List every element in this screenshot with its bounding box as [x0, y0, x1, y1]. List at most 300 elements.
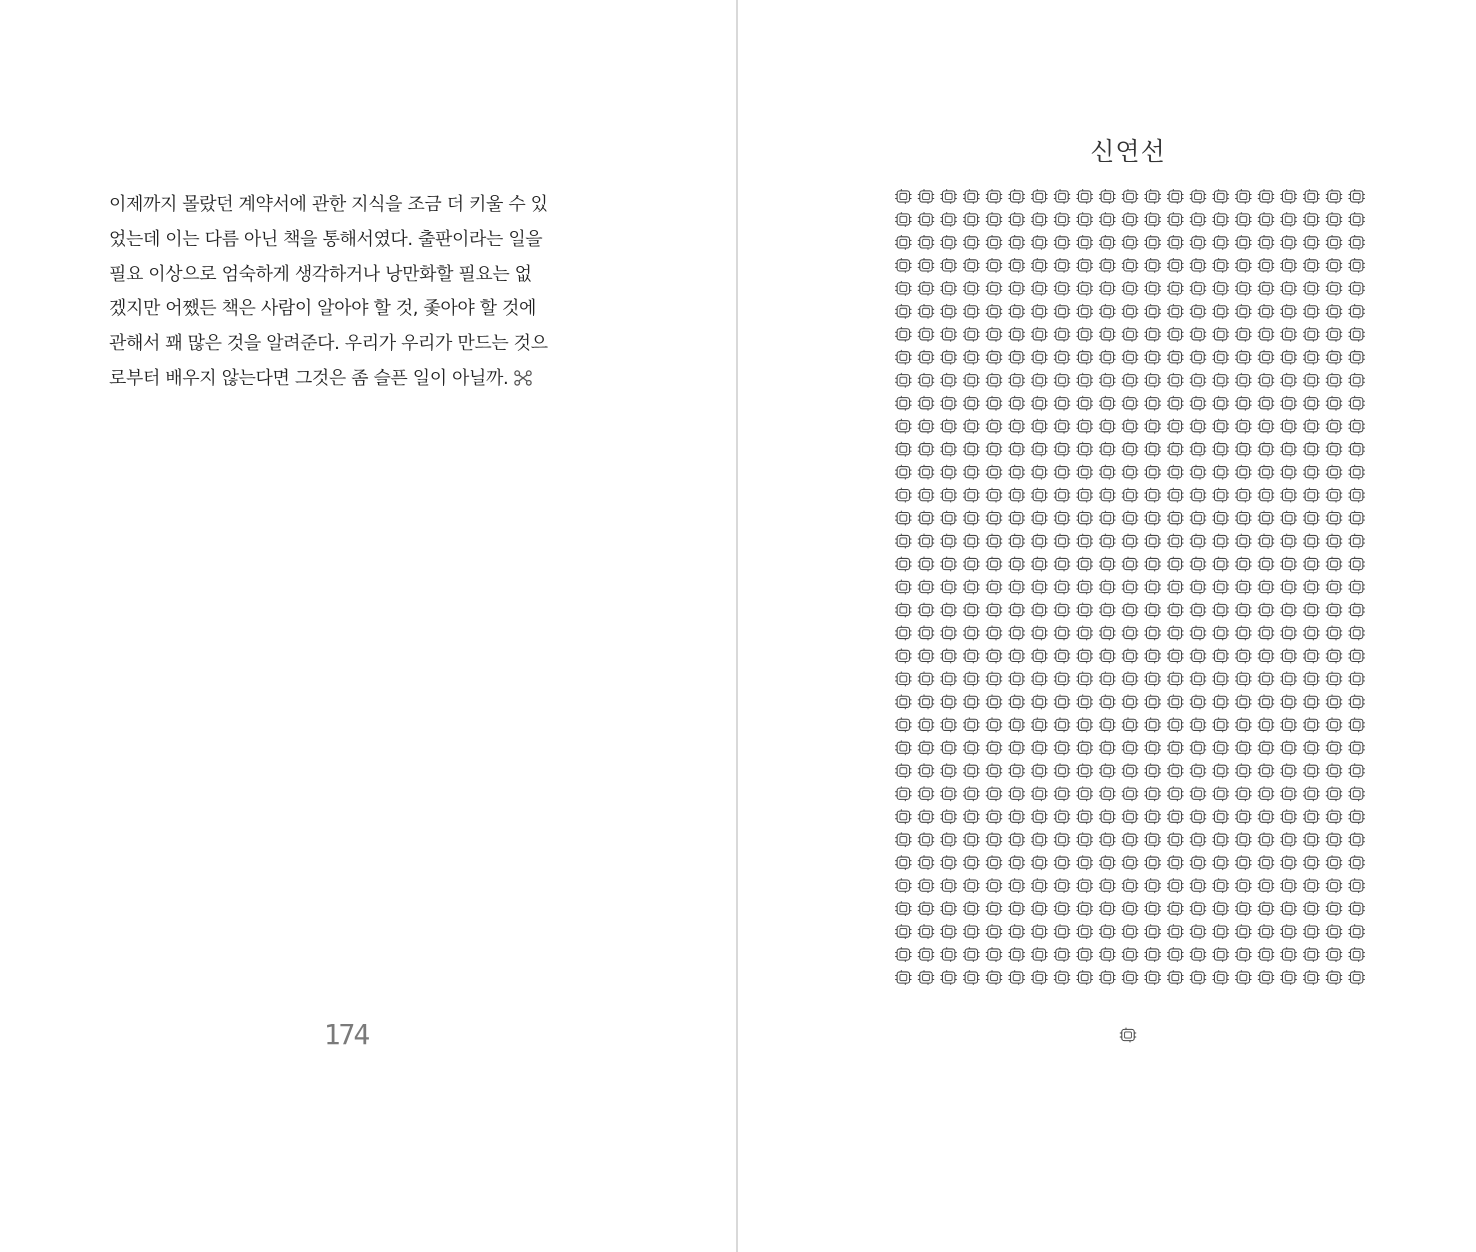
pattern-motif [1031, 580, 1047, 595]
pattern-motif [1008, 557, 1024, 572]
pattern-motif [986, 740, 1002, 755]
pattern-motif [1280, 901, 1296, 916]
pattern-motif [1303, 947, 1319, 962]
pattern-motif [1076, 947, 1092, 962]
pattern-motif [1348, 924, 1364, 939]
pattern-motif [963, 855, 979, 870]
pattern-motif [1348, 212, 1364, 227]
pattern-motif [918, 281, 934, 296]
pattern-motif [1008, 786, 1024, 801]
pattern-motif [1235, 901, 1251, 916]
pattern-motif [1235, 580, 1251, 595]
pattern-motif [1144, 350, 1160, 365]
pattern-motif [1326, 465, 1342, 480]
pattern-motif [1099, 970, 1115, 985]
pattern-motif [1258, 717, 1274, 732]
pattern-motif [895, 281, 911, 296]
pattern-motif [1122, 809, 1138, 824]
pattern-motif [1076, 924, 1092, 939]
pattern-motif [1212, 717, 1228, 732]
pattern-motif [1212, 235, 1228, 250]
pattern-motif [1235, 557, 1251, 572]
pattern-motif [1348, 235, 1364, 250]
pattern-motif [1122, 557, 1138, 572]
pattern-motif [1122, 465, 1138, 480]
pattern-motif [963, 580, 979, 595]
pattern-motif [1008, 878, 1024, 893]
pattern-motif [1235, 419, 1251, 434]
pattern-motif [918, 626, 934, 641]
pattern-motif [1348, 947, 1364, 962]
pattern-motif [1303, 442, 1319, 457]
pattern-motif [1144, 396, 1160, 411]
pattern-motif [1326, 924, 1342, 939]
pattern-motif [1167, 649, 1183, 664]
pattern-motif [1008, 212, 1024, 227]
pattern-motif [918, 832, 934, 847]
pattern-motif [1122, 304, 1138, 319]
pattern-motif [1326, 717, 1342, 732]
pattern-motif [895, 901, 911, 916]
pattern-motif [1031, 212, 1047, 227]
pattern-motif [1099, 212, 1115, 227]
pattern-motif [1280, 947, 1296, 962]
pattern-motif [1235, 924, 1251, 939]
pattern-motif [1190, 580, 1206, 595]
pattern-motif [1054, 832, 1070, 847]
pattern-motif [1212, 901, 1228, 916]
pattern-motif [986, 419, 1002, 434]
pattern-motif [895, 557, 911, 572]
pattern-motif [1190, 235, 1206, 250]
pattern-motif [1348, 557, 1364, 572]
pattern-motif [940, 809, 956, 824]
pattern-motif [1099, 832, 1115, 847]
pattern-motif [1303, 212, 1319, 227]
pattern-motif [1054, 671, 1070, 686]
pattern-motif [1144, 327, 1160, 342]
pattern-motif [1190, 419, 1206, 434]
pattern-motif [1348, 373, 1364, 388]
pattern-motif [1190, 671, 1206, 686]
pattern-motif [1303, 717, 1319, 732]
pattern-motif [1212, 488, 1228, 503]
pattern-motif [1348, 832, 1364, 847]
pattern-motif [895, 694, 911, 709]
pattern-motif [1076, 419, 1092, 434]
pattern-motif [1258, 258, 1274, 273]
pattern-motif [940, 649, 956, 664]
pattern-motif [1212, 373, 1228, 388]
pattern-motif [1303, 373, 1319, 388]
pattern-motif [963, 970, 979, 985]
pattern-motif [895, 189, 911, 204]
pattern-motif [1122, 832, 1138, 847]
pattern-motif [1258, 603, 1274, 618]
pattern-motif [1258, 212, 1274, 227]
pattern-motif [1167, 557, 1183, 572]
pattern-motif [963, 878, 979, 893]
pattern-motif [963, 901, 979, 916]
pattern-motif [1008, 924, 1024, 939]
pattern-motif [1303, 258, 1319, 273]
pattern-motif [1167, 786, 1183, 801]
pattern-motif [1348, 258, 1364, 273]
pattern-motif [1099, 281, 1115, 296]
pattern-motif [1122, 717, 1138, 732]
pattern-motif [940, 465, 956, 480]
pattern-motif [1303, 419, 1319, 434]
pattern-motif [1326, 304, 1342, 319]
pattern-motif [986, 924, 1002, 939]
pattern-motif [1190, 396, 1206, 411]
pattern-motif [1280, 832, 1296, 847]
pattern-motif [1054, 327, 1070, 342]
pattern-motif [1031, 740, 1047, 755]
pattern-motif [986, 763, 1002, 778]
pattern-motif [1348, 350, 1364, 365]
pattern-motif [918, 947, 934, 962]
pattern-motif [940, 832, 956, 847]
pattern-motif [986, 373, 1002, 388]
pattern-motif [1303, 327, 1319, 342]
pattern-motif [895, 258, 911, 273]
pattern-motif [1008, 855, 1024, 870]
pattern-motif [1212, 603, 1228, 618]
pattern-motif [1303, 924, 1319, 939]
pattern-motif [1076, 671, 1092, 686]
pattern-motif [1008, 511, 1024, 526]
pattern-motif [895, 947, 911, 962]
pattern-motif [940, 511, 956, 526]
pattern-motif [918, 557, 934, 572]
pattern-motif [1008, 740, 1024, 755]
pattern-motif [1122, 786, 1138, 801]
pattern-motif [1031, 396, 1047, 411]
pattern-motif [986, 396, 1002, 411]
pattern-motif [1144, 901, 1160, 916]
pattern-motif [940, 671, 956, 686]
pattern-motif [1303, 763, 1319, 778]
pattern-motif [940, 970, 956, 985]
pattern-motif [1326, 327, 1342, 342]
pattern-motif [940, 350, 956, 365]
pattern-motif [1212, 258, 1228, 273]
pattern-motif [940, 235, 956, 250]
pattern-motif [1212, 189, 1228, 204]
pattern-motif [963, 924, 979, 939]
pattern-motif [963, 304, 979, 319]
pattern-motif [1099, 717, 1115, 732]
pattern-motif [1054, 694, 1070, 709]
pattern-motif [1235, 694, 1251, 709]
pattern-motif [1212, 740, 1228, 755]
pattern-motif [1326, 419, 1342, 434]
pattern-motif [1326, 488, 1342, 503]
pattern-motif [1348, 901, 1364, 916]
pattern-motif [1099, 419, 1115, 434]
pattern-motif [1167, 442, 1183, 457]
pattern-motif [1190, 511, 1206, 526]
pattern-motif [1008, 419, 1024, 434]
pattern-motif [1099, 649, 1115, 664]
pattern-motif [1054, 396, 1070, 411]
pattern-motif [1144, 694, 1160, 709]
pattern-motif [1326, 396, 1342, 411]
pattern-motif [895, 534, 911, 549]
pattern-motif [1280, 212, 1296, 227]
pattern-motif [1303, 786, 1319, 801]
pattern-motif [1144, 947, 1160, 962]
pattern-motif [1031, 947, 1047, 962]
pattern-motif [1235, 235, 1251, 250]
pattern-motif [1326, 947, 1342, 962]
pattern-motif [1008, 649, 1024, 664]
pattern-motif [1167, 809, 1183, 824]
pattern-motif [1054, 603, 1070, 618]
pattern-motif [1031, 327, 1047, 342]
page-number: 174 [323, 1018, 369, 1051]
pattern-motif [1190, 947, 1206, 962]
pattern-motif [1122, 878, 1138, 893]
pattern-motif [1008, 373, 1024, 388]
pattern-motif [918, 740, 934, 755]
pattern-motif [1076, 603, 1092, 618]
pattern-motif [918, 419, 934, 434]
pattern-motif [1190, 878, 1206, 893]
pattern-motif [1212, 649, 1228, 664]
pattern-motif [1303, 740, 1319, 755]
pattern-motif [1099, 924, 1115, 939]
pattern-motif [1235, 189, 1251, 204]
pattern-motif [1054, 878, 1070, 893]
pattern-motif [1258, 878, 1274, 893]
pattern-motif [940, 442, 956, 457]
pattern-motif [1122, 763, 1138, 778]
pattern-motif [1348, 534, 1364, 549]
pattern-motif [1190, 970, 1206, 985]
pattern-motif [1348, 970, 1364, 985]
pattern-motif [1348, 786, 1364, 801]
pattern-motif [1190, 258, 1206, 273]
pattern-motif [1122, 970, 1138, 985]
pattern-motif [1008, 603, 1024, 618]
pattern-motif [1054, 465, 1070, 480]
pattern-motif [1326, 580, 1342, 595]
pattern-motif [895, 465, 911, 480]
pattern-motif [1122, 511, 1138, 526]
pattern-motif [1280, 717, 1296, 732]
pattern-motif [986, 327, 1002, 342]
pattern-motif [963, 327, 979, 342]
pattern-motif [1076, 235, 1092, 250]
pattern-motif [1076, 281, 1092, 296]
pattern-motif [1303, 304, 1319, 319]
pattern-motif [1167, 304, 1183, 319]
pattern-motif [1235, 671, 1251, 686]
pattern-motif [1076, 396, 1092, 411]
right-page [738, 0, 1476, 1252]
body-line: 겠지만 어쨌든 책은 사람이 알아야 할 것, 좇아야 할 것에 [109, 298, 536, 320]
pattern-motif [1122, 442, 1138, 457]
pattern-motif [1144, 855, 1160, 870]
pattern-motif [1144, 626, 1160, 641]
pattern-motif [1076, 258, 1092, 273]
pattern-motif [1008, 488, 1024, 503]
pattern-motif [1303, 809, 1319, 824]
pattern-motif [1348, 671, 1364, 686]
rounded-square-glyph-icon [1118, 1025, 1138, 1045]
pattern-motif [1054, 924, 1070, 939]
pattern-motif [940, 786, 956, 801]
pattern-motif [1326, 832, 1342, 847]
pattern-motif [1054, 235, 1070, 250]
pattern-motif [1076, 649, 1092, 664]
pattern-motif [1008, 832, 1024, 847]
pattern-motif [940, 373, 956, 388]
pattern-motif [1326, 763, 1342, 778]
pattern-motif [986, 258, 1002, 273]
pattern-motif [1212, 396, 1228, 411]
pattern-motif [1144, 511, 1160, 526]
pattern-motif [1235, 786, 1251, 801]
pattern-motif [895, 419, 911, 434]
pattern-motif [1190, 534, 1206, 549]
pattern-motif [1258, 626, 1274, 641]
pattern-motif [1212, 947, 1228, 962]
pattern-motif [918, 649, 934, 664]
pattern-motif [1235, 212, 1251, 227]
pattern-motif [918, 878, 934, 893]
pattern-motif [1348, 396, 1364, 411]
pattern-motif [1212, 327, 1228, 342]
pattern-motif [1326, 350, 1342, 365]
pattern-motif [1212, 511, 1228, 526]
pattern-motif [1235, 350, 1251, 365]
pattern-motif [895, 649, 911, 664]
pattern-motif [1031, 534, 1047, 549]
pattern-motif [963, 465, 979, 480]
pattern-motif [1235, 878, 1251, 893]
pattern-motif [1258, 763, 1274, 778]
pattern-motif [986, 970, 1002, 985]
pattern-motif [1212, 419, 1228, 434]
body-line: 로부터 배우지 않는다면 그것은 좀 슬픈 일이 아닐까. [109, 367, 509, 389]
pattern-motif [1190, 717, 1206, 732]
pattern-motif [1076, 694, 1092, 709]
pattern-motif [1008, 901, 1024, 916]
pattern-motif [1235, 327, 1251, 342]
pattern-motif [963, 488, 979, 503]
pattern-motif [940, 855, 956, 870]
pattern-motif [1326, 603, 1342, 618]
pattern-motif [895, 763, 911, 778]
pattern-motif [1303, 855, 1319, 870]
pattern-motif [1326, 901, 1342, 916]
pattern-motif [1303, 694, 1319, 709]
pattern-motif [1348, 189, 1364, 204]
pattern-motif [1303, 534, 1319, 549]
pattern-motif [1031, 442, 1047, 457]
pattern-motif [1258, 281, 1274, 296]
pattern-motif [1144, 281, 1160, 296]
pattern-motif [940, 947, 956, 962]
pattern-motif [1099, 511, 1115, 526]
pattern-motif [895, 740, 911, 755]
pattern-motif [1122, 740, 1138, 755]
pattern-motif [1144, 419, 1160, 434]
pattern-motif [1031, 488, 1047, 503]
pattern-motif [963, 557, 979, 572]
pattern-motif [1235, 258, 1251, 273]
pattern-motif [1099, 488, 1115, 503]
pattern-motif [1031, 671, 1047, 686]
pattern-motif [986, 557, 1002, 572]
pattern-motif [918, 763, 934, 778]
pattern-motif [1167, 189, 1183, 204]
pattern-motif [1099, 442, 1115, 457]
pattern-motif [1031, 809, 1047, 824]
pattern-motif [940, 396, 956, 411]
pattern-motif [1280, 327, 1296, 342]
pattern-motif [986, 947, 1002, 962]
pattern-motif [1190, 327, 1206, 342]
pattern-motif [940, 419, 956, 434]
pattern-motif [940, 740, 956, 755]
pattern-motif [1144, 580, 1160, 595]
pattern-motif [1258, 396, 1274, 411]
pattern-motif [1144, 603, 1160, 618]
pattern-motif [1167, 878, 1183, 893]
pattern-motif [1190, 740, 1206, 755]
pattern-motif [1122, 419, 1138, 434]
pattern-motif [1280, 878, 1296, 893]
pattern-motif [1076, 442, 1092, 457]
pattern-motif [1054, 901, 1070, 916]
pattern-motif [1280, 557, 1296, 572]
pattern-motif [1054, 763, 1070, 778]
pattern-motif [1326, 373, 1342, 388]
pattern-motif [918, 488, 934, 503]
pattern-motif [940, 626, 956, 641]
pattern-motif [1167, 855, 1183, 870]
pattern-motif [1212, 924, 1228, 939]
pattern-motif [1122, 694, 1138, 709]
pattern-motif [1008, 281, 1024, 296]
pattern-motif [918, 694, 934, 709]
pattern-motif [963, 350, 979, 365]
pattern-motif [1031, 281, 1047, 296]
pattern-motif [1258, 488, 1274, 503]
crossed-scissors-icon [514, 364, 532, 399]
pattern-motif [963, 373, 979, 388]
pattern-motif [1144, 235, 1160, 250]
pattern-motif [1326, 878, 1342, 893]
pattern-motif [1326, 694, 1342, 709]
body-line-last [109, 362, 599, 399]
pattern-motif [1008, 717, 1024, 732]
pattern-motif [1167, 901, 1183, 916]
pattern-motif [1008, 947, 1024, 962]
pattern-motif [963, 603, 979, 618]
pattern-motif [1167, 281, 1183, 296]
pattern-motif [918, 534, 934, 549]
pattern-motif [1235, 626, 1251, 641]
pattern-motif [918, 258, 934, 273]
pattern-motif [963, 212, 979, 227]
pattern-motif [940, 557, 956, 572]
pattern-motif [1054, 189, 1070, 204]
